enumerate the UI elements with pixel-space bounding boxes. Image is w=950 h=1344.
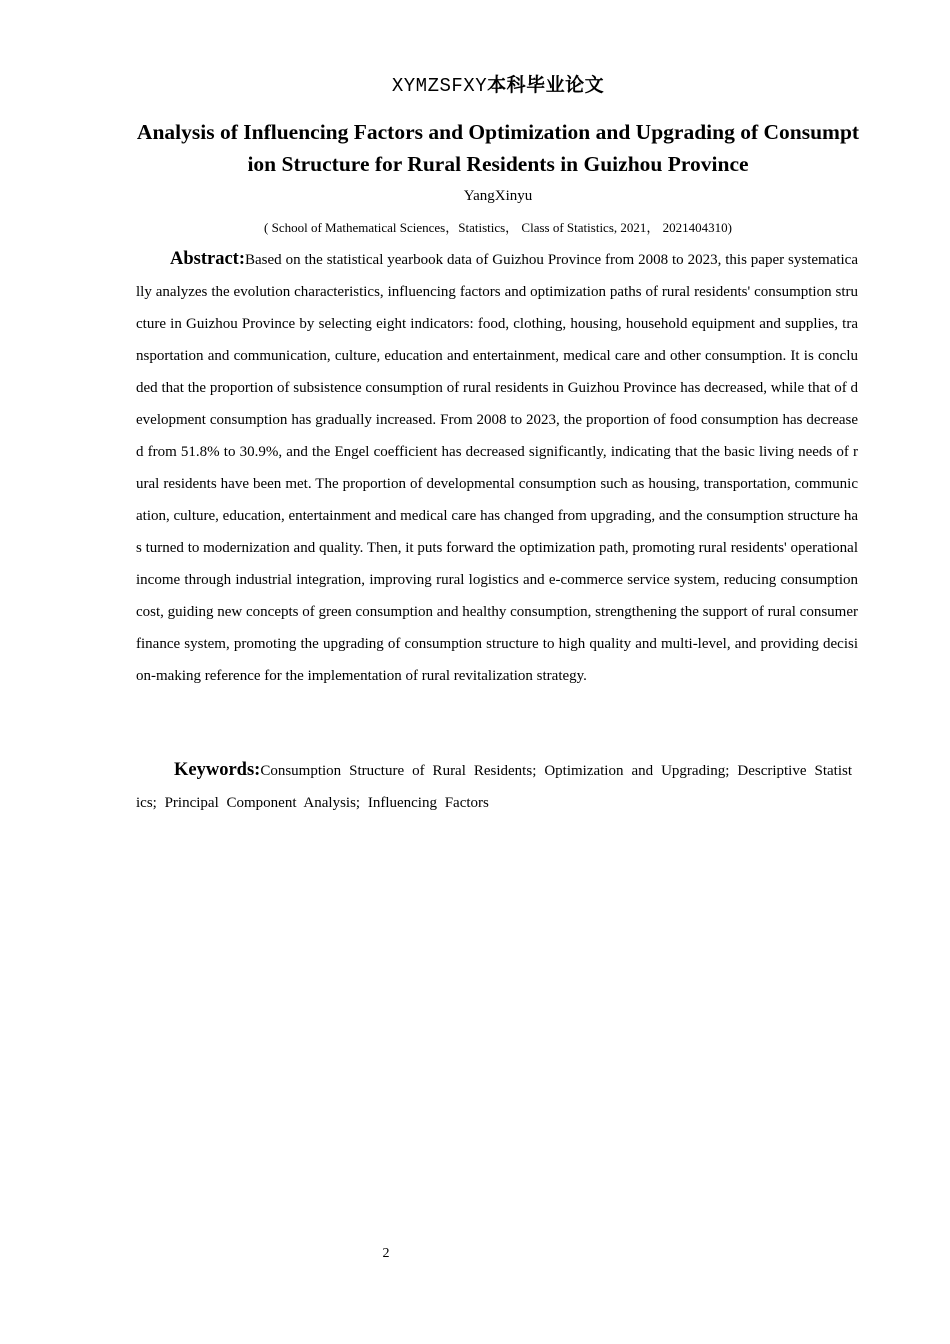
header-cjk: 本科毕业论文 xyxy=(487,74,605,96)
page-number: 2 xyxy=(382,1246,390,1261)
abstract-label: Abstract: xyxy=(170,249,246,269)
running-header xyxy=(0,70,950,97)
keywords-label: Keywords: xyxy=(174,760,261,780)
paper-author: YangXinyu xyxy=(463,188,533,204)
header-latin: XYMZSFXY xyxy=(391,75,488,97)
abstract-text: Based on the statistical yearbook data of Guizhou Province from 2008 to 2023, this paper systematically analyzes the evolution characteristics, influencing factors and optimization paths of rural residents' consumption structure in Guizhou Province by selecting eight indicators: food, clothing, housing, household equipment and supplies, transportation and communication, culture, education and entertainment, medical care and other consumption. It is concluded that the proportion of subsistence consumption of rural residents in Guizhou Province has decreased, while that of development consumption has gradually increased. From 2008 to 2023, the proportion of food consumption has decreased from 51.8% to 30.9%, and the Engel coefficient has decreased significantly, indicating that the basic living needs of rural residents have been met. The proportion of developmental consumption such as housing, transportation, communication, culture, education, entertainment and medical care has changed from upgrading, and the consumption structure has turned to modernization and quality. Then, it puts forward the optimization path, promoting rural residents' operational income through industrial integration, improving rural logistics and e-commerce service system, reducing consumption cost, guiding new concepts of green consumption and healthy consumption, strengthening the support of rural consumer finance system, promoting the upgrading of consumption structure to high quality and multi-level, and providing decision-making reference for the implementation of rural revitalization strategy. xyxy=(136,252,858,684)
keywords-paragraph xyxy=(136,754,852,819)
abstract-paragraph xyxy=(136,243,858,692)
paper-affiliation: ( School of Mathematical Sciences，Statistics， Class of Statistics, 2021， 2021404310) xyxy=(264,220,732,235)
paper-title: Analysis of Influencing Factors and Optimization and Upgrading of Consumption Structure for Rural Residents in Guizhou Province xyxy=(136,120,860,176)
keywords-text: Consumption Structure of Rural Residents; Optimization and Upgrading; Descriptive Statistics; Principal Component Analysis; Influencing Factors xyxy=(136,763,852,811)
